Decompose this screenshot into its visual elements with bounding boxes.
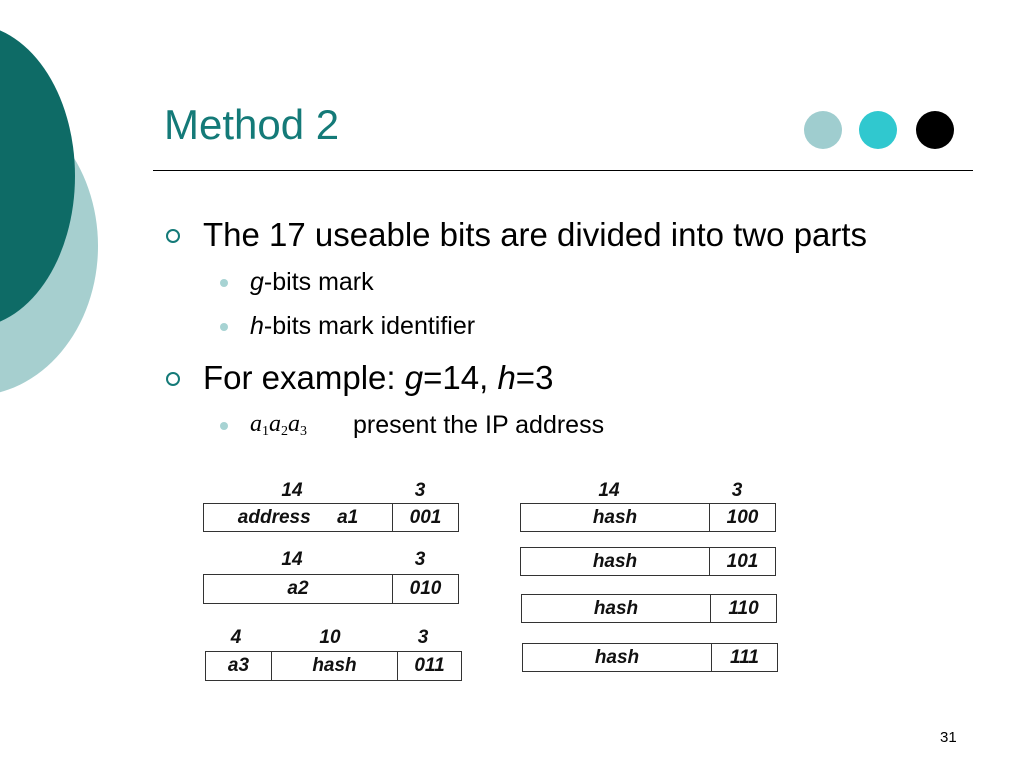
field-box-hash-111	[522, 643, 778, 672]
bit-width-label: 3	[414, 549, 426, 570]
g-value: =14,	[423, 359, 498, 396]
bit-width-label: 10	[319, 627, 341, 648]
dot-bullet-icon	[220, 323, 228, 331]
decorative-dot-light	[804, 111, 842, 149]
bit-width-label: 3	[417, 627, 429, 648]
bullet-text: For example:	[203, 359, 405, 396]
field-box-hash-100	[520, 503, 776, 532]
bit-width-label: 14	[281, 549, 303, 570]
bit-width-label: 14	[281, 480, 303, 501]
field-box-address	[203, 503, 459, 532]
title-divider	[153, 170, 973, 171]
bullet-text: -bits mark	[263, 268, 374, 296]
field-cell: a3	[227, 655, 250, 676]
field-cell: address a1	[237, 506, 359, 528]
field-cell: 011	[397, 652, 461, 680]
field-cell: hash	[593, 597, 639, 619]
bit-width-label: 3	[414, 480, 426, 501]
variable-g: g	[404, 359, 424, 396]
decorative-dot-black	[916, 111, 954, 149]
variable-h: h	[250, 312, 264, 340]
field-cell: 110	[710, 595, 776, 622]
decorative-dot-cyan	[859, 111, 897, 149]
hollow-circle-bullet-icon	[166, 372, 180, 386]
field-cell: hash	[271, 652, 397, 680]
formula-a1a2a3: $a_1a_2a_3$	[250, 411, 307, 439]
h-value: =3	[515, 359, 554, 396]
field-cell: 001	[392, 504, 458, 531]
bullet-text: The 17 useable bits are divided into two parts	[203, 216, 868, 253]
field-box-a3	[205, 651, 462, 681]
field-cell: 100	[709, 504, 775, 531]
dot-bullet-icon	[220, 279, 228, 287]
field-box-hash-101	[520, 547, 776, 576]
bit-width-label: 3	[731, 480, 743, 501]
dot-bullet-icon	[220, 422, 228, 430]
hollow-circle-bullet-icon	[166, 229, 180, 243]
field-cell: hash	[592, 506, 638, 528]
field-cell: 010	[392, 575, 458, 603]
field-cell: hash	[592, 550, 638, 572]
field-cell: a2	[287, 578, 309, 599]
field-cell: 101	[709, 548, 775, 575]
page-number: 31	[940, 729, 957, 746]
bit-width-label: 4	[230, 627, 242, 648]
field-box-a2	[203, 574, 459, 604]
variable-h: h	[497, 359, 516, 396]
slide-title: Method 2	[164, 101, 340, 148]
bullet-text: present the IP address	[353, 411, 605, 439]
variable-g: g	[250, 268, 264, 296]
field-cell: 111	[711, 644, 777, 671]
bullet-text: -bits mark identifier	[263, 312, 476, 340]
bit-width-label: 14	[598, 480, 620, 501]
field-cell: hash	[594, 646, 640, 668]
field-box-hash-110	[521, 594, 777, 623]
